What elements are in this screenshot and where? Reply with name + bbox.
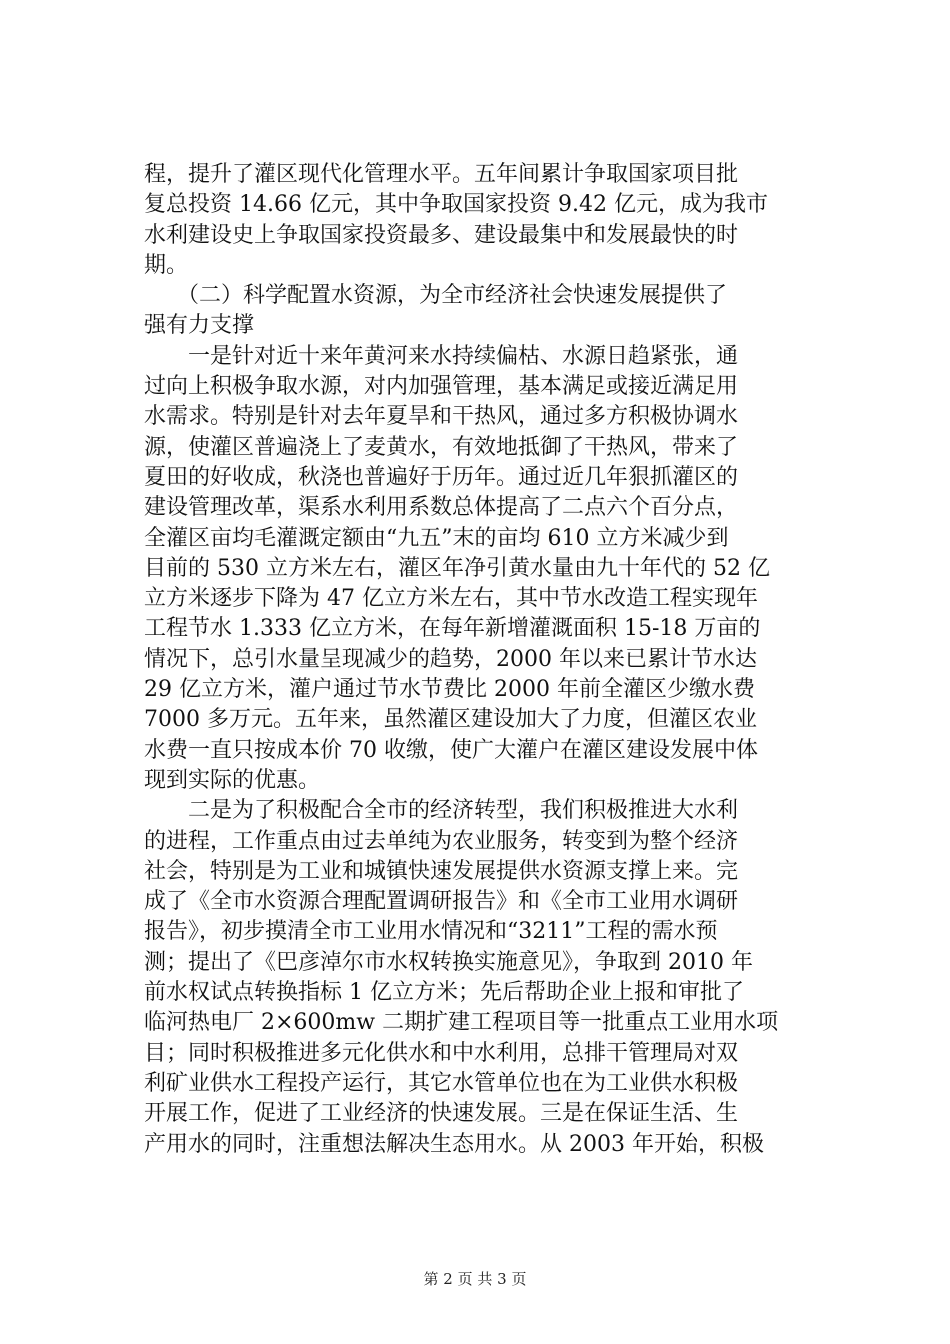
text-line: 情况下，总引水量呈现减少的趋势，2000 年以来已累计节水达 (144, 646, 757, 672)
text-line: 利矿业供水工程投产运行，其它水管单位也在为工业供水积极 (144, 1070, 739, 1096)
text-line: 夏田的好收成，秋浇也普遍好于历年。通过近几年狠抓灌区的 (144, 464, 739, 490)
text-line: 现到实际的优惠。 (144, 767, 321, 793)
document-body (144, 160, 828, 1160)
text-line: 程，提升了灌区现代化管理水平。五年间累计争取国家项目批 (144, 162, 739, 187)
text-line: 开展工作，促进了工业经济的快速发展。三是在保证生活、生 (144, 1101, 739, 1127)
section-heading-line: 强有力支撑 (144, 313, 255, 339)
text-line: 测；提出了《巴彦淖尔市水权转换实施意见》，争取到 2010 年 (144, 949, 753, 975)
text-line: 水费一直只按成本价 70 收缴，使广大灌户在灌区建设发展中体 (144, 737, 758, 763)
text-line: 一是针对近十来年黄河来水持续偏枯、水源日趋紧张，通 (144, 343, 739, 369)
text-line: 社会，特别是为工业和城镇快速发展提供水资源支撑上来。完 (144, 858, 739, 884)
page-footer: 第 2 页 共 3 页 (423, 1270, 527, 1288)
text-line: 前水权试点转换指标 1 亿立方米；先后帮助企业上报和审批了 (144, 980, 744, 1006)
text-line: 全灌区亩均毛灌溉定额由“九五”末的亩均 610 立方米减少到 (144, 525, 729, 551)
text-line: 成了《全市水资源合理配置调研报告》和《全市工业用水调研 (144, 889, 739, 915)
text-line: 源，使灌区普遍浇上了麦黄水，有效地抵御了干热风，带来了 (144, 434, 739, 460)
section-heading-line: （二）科学配置水资源，为全市经济社会快速发展提供了 (144, 283, 728, 309)
text-line: 报告》，初步摸清全市工业用水情况和“3211”工程的需水预 (144, 919, 718, 945)
text-line: 水利建设史上争取国家投资最多、建设最集中和发展最快的时 (144, 222, 739, 248)
text-line: 二是为了积极配合全市的经济转型，我们积极推进大水利 (144, 798, 739, 824)
text-line: 复总投资 14.66 亿元，其中争取国家投资 9.42 亿元，成为我市 (144, 192, 768, 218)
text-line: 立方米逐步下降为 47 亿立方米左右，其中节水改造工程实现年 (144, 586, 758, 612)
text-line: 期。 (144, 252, 189, 278)
text-line: 过向上积极争取水源，对内加强管理，基本满足或接近满足用 (144, 374, 739, 400)
text-line: 水需求。特别是针对去年夏旱和干热风，通过多方积极协调水 (144, 404, 739, 430)
text-line: 产用水的同时，注重想法解决生态用水。从 2003 年开始，积极 (144, 1131, 764, 1157)
text-line: 目；同时积极推进多元化供水和中水利用，总排干管理局对双 (144, 1040, 739, 1066)
text-line: 29 亿立方米，灌户通过节水节费比 2000 年前全灌区少缴水费 (144, 677, 755, 703)
text-line: 的进程，工作重点由过去单纯为农业服务，转变到为整个经济 (144, 828, 739, 854)
text-line: 目前的 530 立方米左右，灌区年净引黄水量由九十年代的 52 亿 (144, 555, 770, 581)
text-line: 工程节水 1.333 亿立方米，在每年新增灌溉面积 15-18 万亩的 (144, 616, 761, 642)
text-line: 7000 多万元。五年来，虽然灌区建设加大了力度，但灌区农业 (144, 707, 757, 733)
text-line: 临河热电厂 2×600mw 二期扩建工程项目等一批重点工业用水项 (144, 1010, 779, 1036)
text-line: 建设管理改革，渠系水利用系数总体提高了二点六个百分点， (144, 495, 739, 521)
